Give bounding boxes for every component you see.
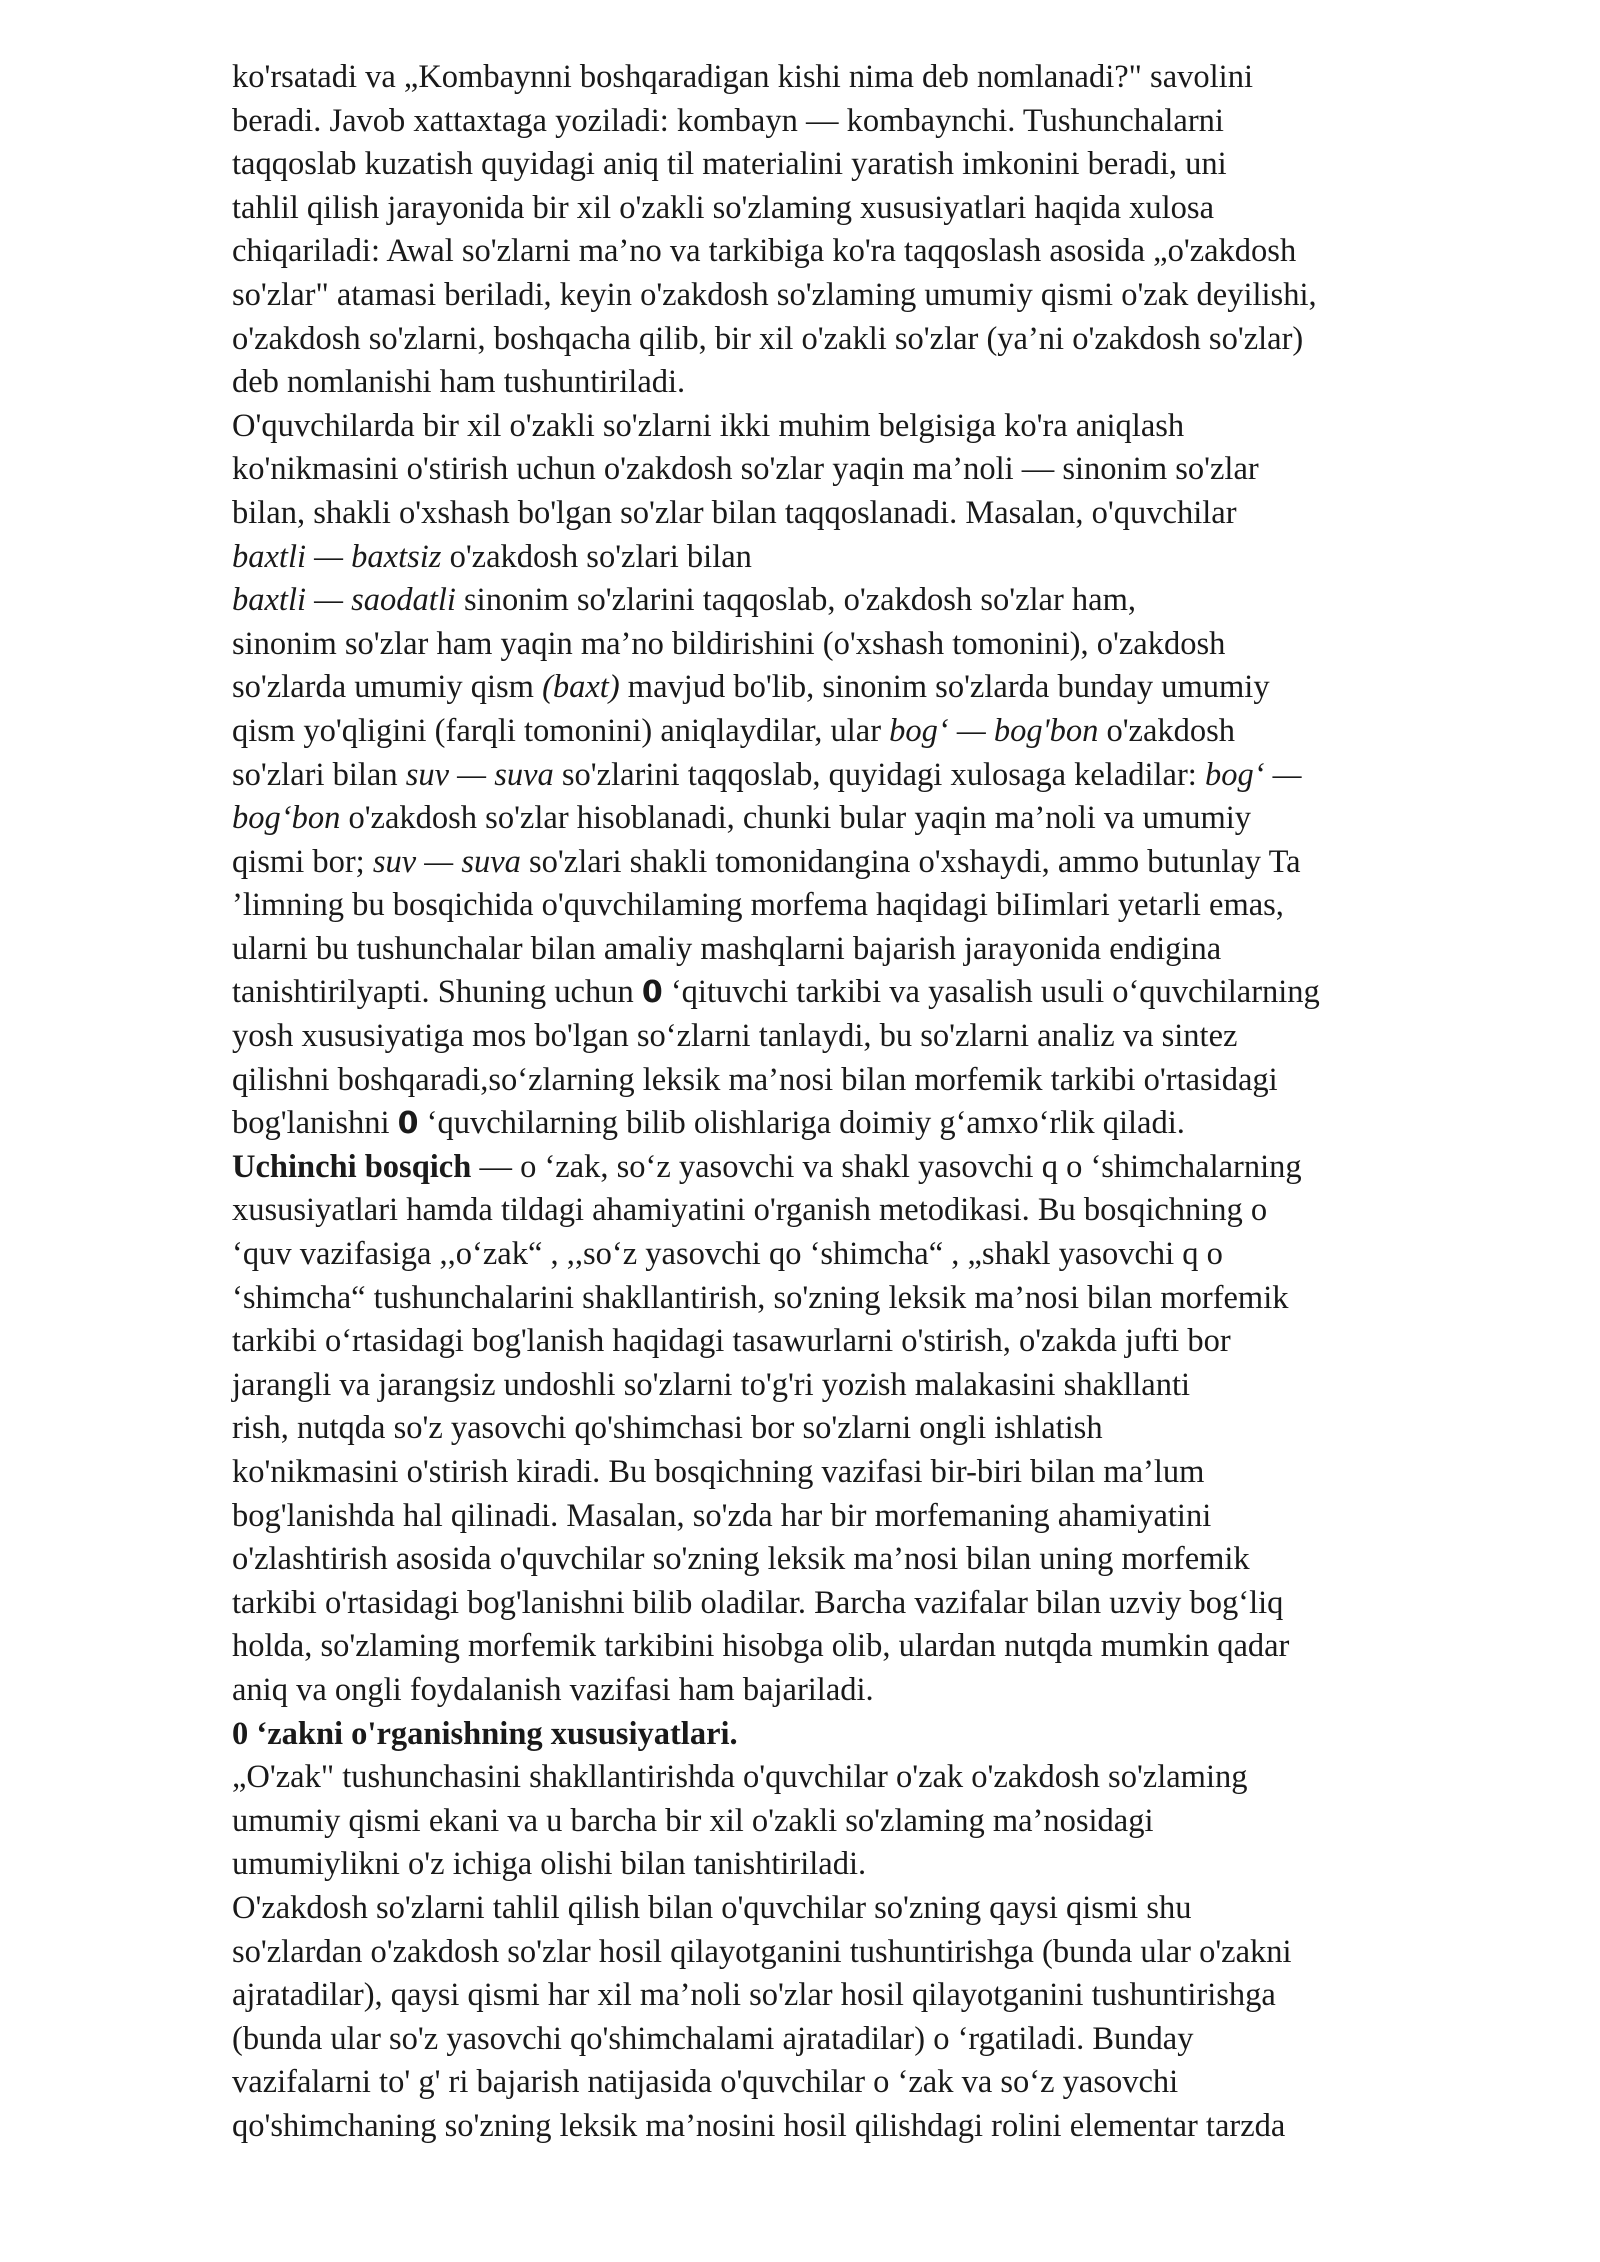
text-run: ‘shimcha“ tushunchalarini shakllantirish, so'zning leksik ma’nosi bilan morfemik xyxy=(232,1279,1289,1316)
text-run: sinonim so'zlar ham yaqin ma’no bildirishini (o'xshash tomonini), o'zakdosh xyxy=(232,625,1226,662)
italic-run: suv — suva xyxy=(372,843,521,880)
text-line xyxy=(232,318,1552,362)
italic-run: bog‘ — bog'bon xyxy=(889,712,1099,749)
text-run: 0 xyxy=(641,975,663,1011)
text-run: tarkibi o‘rtasidagi bog'lanish haqidagi tasawurlarni o'stirish, o'zakda jufti bor xyxy=(232,1323,1231,1360)
text-run: ‘qituvchi tarkibi va yasalish usuli o‘quvchilarning xyxy=(662,974,1320,1011)
text-line xyxy=(232,1974,1552,2018)
text-line xyxy=(232,1887,1552,1931)
text-line xyxy=(232,1146,1552,1190)
italic-run: baxtli — saodatli xyxy=(232,582,456,619)
text-line xyxy=(232,1451,1552,1495)
text-run: qilishni boshqaradi,so‘zlarning leksik ma’nosi bilan morfemik tarkibi o'rtasidagi xyxy=(232,1061,1278,1098)
text-run: ko'rsatadi va „Kombaynni boshqaradigan kishi nima deb nomlanadi?" savolini xyxy=(232,59,1253,95)
text-line xyxy=(232,1407,1552,1451)
text-run: deb nomlanishi ham tushuntiriladi. xyxy=(232,364,686,401)
text-line xyxy=(232,448,1552,492)
italic-run: bog‘bon xyxy=(232,800,341,837)
text-line xyxy=(232,492,1552,536)
text-run: O'zakdosh so'zlarni tahlil qilish bilan o'quvchilar so'zning qaysi qismi shu xyxy=(232,1889,1192,1926)
text-run: o'zakdosh so'zlar hisoblanadi, chunki bular yaqin ma’noli va umumiy xyxy=(340,800,1252,837)
text-line xyxy=(232,1625,1552,1669)
text-run: ’limning bu bosqichida o'quvchilaming morfema haqidagi biIimlari yetarli emas, xyxy=(232,887,1284,924)
text-run: 0 xyxy=(397,1106,419,1142)
text-line xyxy=(232,1713,1552,1757)
text-line xyxy=(232,143,1552,187)
text-run: so'zlarini taqqoslab, quyidagi xulosaga keladilar: xyxy=(553,756,1205,793)
text-line xyxy=(232,187,1552,231)
text-line xyxy=(232,884,1552,928)
text-run: so'zlari bilan xyxy=(232,756,406,793)
text-run: vazifalarni to' g' ri bajarish natijasida o'quvchilar o ‘zak va so‘z yasovchi xyxy=(232,2064,1179,2101)
text-line xyxy=(232,536,1552,580)
text-line xyxy=(232,579,1552,623)
text-line xyxy=(232,623,1552,667)
text-line xyxy=(232,797,1552,841)
italic-run: (baxt) xyxy=(542,669,620,706)
text-line xyxy=(232,2061,1552,2105)
text-line xyxy=(232,928,1552,972)
text-run: so'zlarda umumiy qism xyxy=(232,669,543,706)
italic-run: baxtli — baxtsiz xyxy=(232,538,442,575)
text-run: o'zakdosh so'zlarni, boshqacha qilib, bir xil o'zakli so'zlar (ya’ni o'zakdosh so'zlar) xyxy=(232,320,1304,357)
text-run: ajratadilar), qaysi qismi har xil ma’noli so'zlar hosil qilayotganini tushuntirishga xyxy=(232,1977,1276,2014)
text-line xyxy=(232,100,1552,144)
text-run: — o ‘zak, so‘z yasovchi va shakl yasovchi q o ‘shimchalarning xyxy=(471,1148,1302,1185)
text-line xyxy=(232,1364,1552,1408)
text-line xyxy=(232,971,1552,1015)
text-run: „O'zak" tushunchasini shakllantirishda o'quvchilar o'zak o'zakdosh so'zlaming xyxy=(232,1759,1248,1796)
text-run: ‘quvchilarning bilib olishlariga doimiy g‘amxo‘rlik qiladi. xyxy=(418,1105,1185,1142)
text-line xyxy=(232,710,1552,754)
text-run: yosh xususiyatiga mos bo'lgan so‘zlarni tanlaydi, bu so'zlarni analiz va sintez xyxy=(232,1018,1238,1055)
text-run: bog'lanishda hal qilinadi. Masalan, so'zda har bir morfemaning ahamiyatini xyxy=(232,1497,1212,1534)
text-line xyxy=(232,1538,1552,1582)
text-line xyxy=(232,274,1552,318)
text-run: qo'shimchaning so'zning leksik ma’nosini hosil qilishdagi rolini elementar tarzda xyxy=(232,2107,1286,2144)
italic-run: suv — suva xyxy=(405,756,554,793)
text-run: bilan, shakli o'xshash bo'lgan so'zlar bilan taqqoslanadi. Masalan, o'quvchilar xyxy=(232,494,1237,531)
text-line xyxy=(232,230,1552,274)
text-line xyxy=(232,1800,1552,1844)
text-line xyxy=(232,1277,1552,1321)
text-line xyxy=(232,1669,1552,1713)
text-run: o'zlashtirish asosida o'quvchilar so'zning leksik ma’nosi bilan uning morfemik xyxy=(232,1541,1250,1578)
text-run: so'zlari shakli tomonidangina o'xshaydi, ammo butunlay Ta xyxy=(520,843,1301,880)
text-line xyxy=(232,1756,1552,1800)
text-line xyxy=(232,1015,1552,1059)
text-run: O'quvchilarda bir xil o'zakli so'zlarni ikki muhim belgisiga ko'ra aniqlash xyxy=(232,407,1185,444)
text-run: sinonim so'zlarini taqqoslab, o'zakdosh so'zlar ham, xyxy=(455,582,1136,619)
text-line xyxy=(232,841,1552,885)
text-run: qismi bor; xyxy=(232,843,373,880)
text-run: o'zakdosh xyxy=(1098,712,1236,749)
text-run: xususiyatlari hamda tildagi ahamiyatini o'rganish metodikasi. Bu bosqichning o xyxy=(232,1192,1268,1229)
text-line xyxy=(232,1582,1552,1626)
text-line xyxy=(232,1931,1552,1975)
text-line xyxy=(232,56,1552,100)
document-page xyxy=(232,56,1552,2149)
text-line xyxy=(232,361,1552,405)
text-run: umumiylikni o'z ichiga olishi bilan tanishtiriladi. xyxy=(232,1846,867,1883)
text-line xyxy=(232,754,1552,798)
text-run: (bunda ular so'z yasovchi qo'shimchalami ajratadilar) o ‘rgatiladi. Bunday xyxy=(232,2020,1194,2057)
text-run: tanishtirilyapti. Shuning uchun xyxy=(232,974,642,1011)
text-run: tahlil qilish jarayonida bir xil o'zakli so'zlaming xususiyatlari haqida xulosa xyxy=(232,189,1214,226)
text-line xyxy=(232,1059,1552,1103)
text-run: ko'nikmasini o'stirish uchun o'zakdosh so'zlar yaqin ma’noli — sinonim so'zlar xyxy=(232,451,1259,488)
text-run: qism yo'qligini (farqli tomonini) aniqlaydilar, ular xyxy=(232,712,890,749)
text-run: ko'nikmasini o'stirish kiradi. Bu bosqichning vazifasi bir-biri bilan ma’lum xyxy=(232,1454,1205,1490)
text-run: aniq va ongli foydalanish vazifasi ham bajariladi. xyxy=(232,1671,874,1708)
text-run: tarkibi o'rtasidagi bog'lanishni bilib oladilar. Barcha vazifalar bilan uzviy bog‘liq xyxy=(232,1584,1284,1621)
text-line xyxy=(232,1320,1552,1364)
text-line xyxy=(232,405,1552,449)
text-line xyxy=(232,1189,1552,1233)
text-run: holda, so'zlaming morfemik tarkibini hisobga olib, ulardan nutqda mumkin qadar xyxy=(232,1628,1290,1665)
text-run: ularni bu tushunchalar bilan amaliy mashqlarni bajarish jarayonida endigina xyxy=(232,930,1222,967)
text-line xyxy=(232,1843,1552,1887)
text-run: o'zakdosh so'zlari bilan xyxy=(441,538,752,575)
text-run: umumiy qismi ekani va u barcha bir xil o'zakli so'zlaming ma’nosidagi xyxy=(232,1802,1154,1839)
text-run: bog'lanishni xyxy=(232,1105,398,1142)
text-line xyxy=(232,666,1552,710)
bold-run: Uchinchi bosqich xyxy=(232,1148,472,1185)
text-line xyxy=(232,1495,1552,1539)
text-run: mavjud bo'lib, sinonim so'zlarda bunday umumiy xyxy=(619,669,1270,706)
text-line xyxy=(232,2018,1552,2062)
text-run: taqqoslab kuzatish quyidagi aniq til materialini yaratish imkonini beradi, uni xyxy=(232,146,1227,183)
text-run: so'zlar" atamasi beriladi, keyin o'zakdosh so'zlaming umumiy qismi o'zak deyilishi, xyxy=(232,276,1317,313)
text-line xyxy=(232,1102,1552,1146)
text-run: jarangli va jarangsiz undoshli so'zlarni to'g'ri yozish malakasini shakllanti xyxy=(232,1366,1191,1403)
text-line xyxy=(232,2105,1552,2149)
text-run: chiqariladi: Awal so'zlarni ma’no va tarkibiga ko'ra taqqoslash asosida „o'zakdosh xyxy=(232,233,1297,270)
text-run: beradi. Javob xattaxtaga yoziladi: kombayn — kombaynchi. Tushunchalarni xyxy=(232,102,1224,139)
bold-run: 0 ‘zakni o'rganishning xususiyatlari. xyxy=(232,1715,738,1752)
text-run: rish, nutqda so'z yasovchi qo'shimchasi bor so'zlarni ongli ishlatish xyxy=(232,1410,1103,1447)
italic-run: bog‘ — xyxy=(1204,756,1302,793)
text-run: ‘quv vazifasiga ,,o‘zak“ , ,,so‘z yasovchi qo ‘shimcha“ , „shakl yasovchi q o xyxy=(232,1236,1223,1273)
text-line xyxy=(232,1233,1552,1277)
text-run: so'zlardan o'zakdosh so'zlar hosil qilayotganini tushuntirishga (bunda ular o'zakni xyxy=(232,1933,1292,1970)
